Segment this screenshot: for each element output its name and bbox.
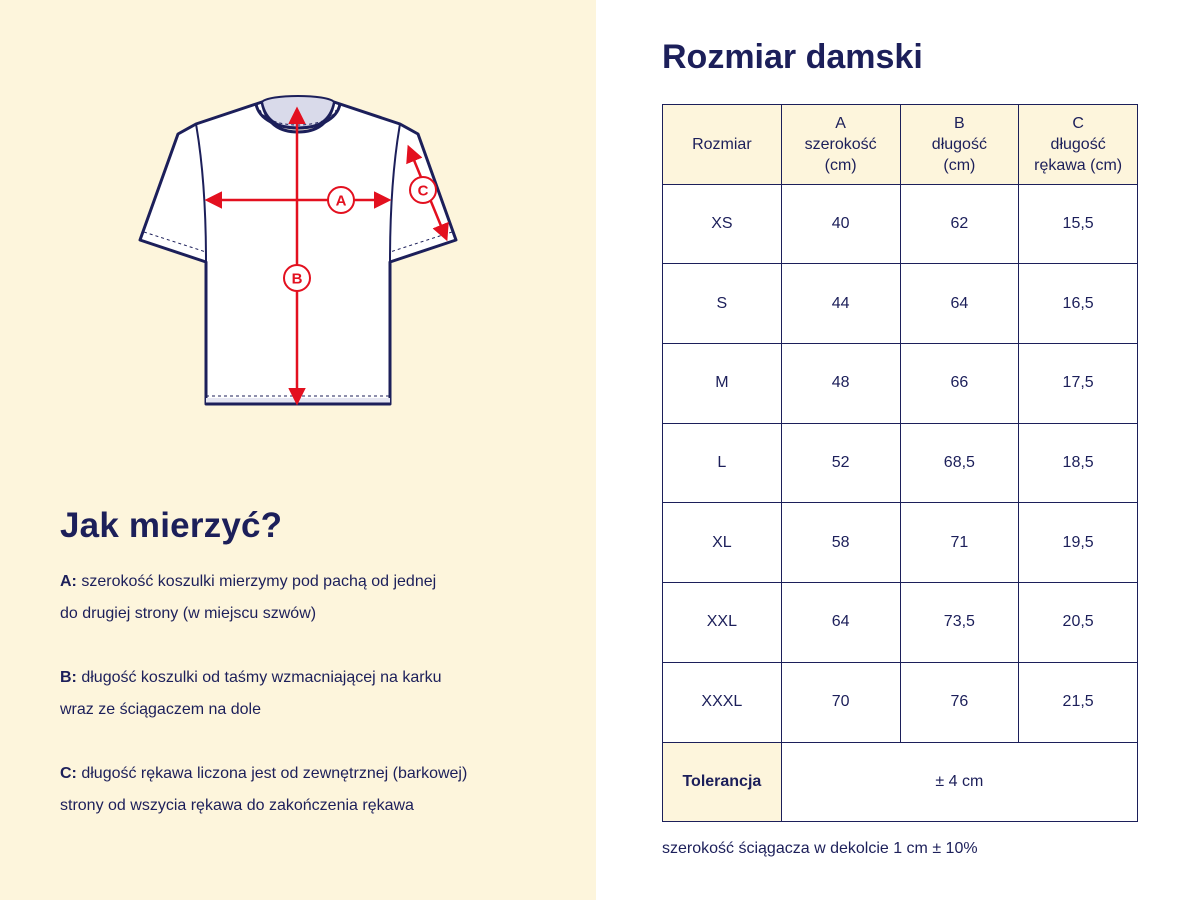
cell-c: 16,5 [1019,264,1138,344]
cell-c: 17,5 [1019,344,1138,424]
marker-a-label: A [335,192,347,210]
guide-item-a [60,566,560,630]
cell-size: XL [663,503,782,583]
header-a-label: szerokość [804,135,877,153]
header-b-unit: (cm) [943,156,976,174]
cell-a: 44 [781,264,900,344]
guide-item-b-key: B: [60,669,77,686]
cell-c: 18,5 [1019,423,1138,503]
guide-item-b-line1 [60,662,560,694]
guide-item-c-text: długość rękawa liczona jest od zewnętrznej (barkowej) [76,765,468,782]
header-b-label: długość [931,135,987,153]
cell-a: 40 [781,184,900,264]
table-row [663,503,1138,583]
guide-item-c-line2: strony od wszycia rękawa do zakończenia rękawa [60,797,414,814]
table-row [663,264,1138,344]
cell-c: 19,5 [1019,503,1138,583]
guide-item-b-line2: wraz ze ściągaczem na dole [60,701,261,718]
header-b [900,105,1019,185]
guide-item-a-key: A: [60,573,77,590]
measurement-guide-panel [0,0,596,900]
cell-b: 62 [900,184,1019,264]
guide-item-a-line2: do drugiej strony (w miejscu szwów) [60,605,317,622]
t-shirt-measurement-diagram [130,90,470,420]
header-a [781,105,900,185]
cell-b: 71 [900,503,1019,583]
cell-size: L [663,423,782,503]
header-a-unit: (cm) [824,156,857,174]
cell-a: 48 [781,344,900,424]
cell-size: M [663,344,782,424]
guide-item-c [60,758,560,822]
cell-b: 73,5 [900,583,1019,663]
size-table-header-row [663,105,1138,185]
marker-c-label: C [417,182,429,200]
cell-c: 15,5 [1019,184,1138,264]
header-a-letter: A [835,114,846,132]
size-chart-title: Rozmiar damski [662,38,923,76]
cell-size: XXXL [663,662,782,742]
cell-b: 64 [900,264,1019,344]
header-size: Rozmiar [663,105,782,185]
header-c [1019,105,1138,185]
cell-b: 66 [900,344,1019,424]
marker-b [284,265,310,291]
cell-a: 64 [781,583,900,663]
cell-a: 70 [781,662,900,742]
table-row [663,583,1138,663]
header-b-letter: B [954,114,965,132]
marker-a [328,187,354,213]
cell-a: 52 [781,423,900,503]
table-row [663,184,1138,264]
cell-size: S [663,264,782,344]
guide-item-b [60,662,560,726]
table-row [663,344,1138,424]
header-c-label: długość [1050,135,1106,153]
cell-b: 68,5 [900,423,1019,503]
marker-c [410,177,436,203]
marker-b-label: B [291,270,303,288]
guide-item-a-line1 [60,566,560,598]
tolerance-value: ± 4 cm [781,742,1137,822]
cell-size: XS [663,184,782,264]
cell-b: 76 [900,662,1019,742]
cell-c: 20,5 [1019,583,1138,663]
guide-item-c-key: C: [60,765,77,782]
header-c-unit: rękawa (cm) [1034,156,1123,174]
cell-size: XXL [663,583,782,663]
guide-title: Jak mierzyć? [60,506,283,545]
guide-item-b-text: długość koszulki od taśmy wzmacniającej na karku [76,669,442,686]
header-c-letter: C [1072,114,1084,132]
cell-a: 58 [781,503,900,583]
tolerance-label: Tolerancja [663,742,782,822]
guide-item-a-text: szerokość koszulki mierzymy pod pachą od jednej [76,573,437,590]
table-row [663,662,1138,742]
table-row [663,423,1138,503]
size-table [662,104,1138,822]
tolerance-row [663,742,1138,822]
guide-item-c-line1 [60,758,560,790]
cell-c: 21,5 [1019,662,1138,742]
neckline-note: szerokość ściągacza w dekolcie 1 cm ± 10% [662,840,978,857]
